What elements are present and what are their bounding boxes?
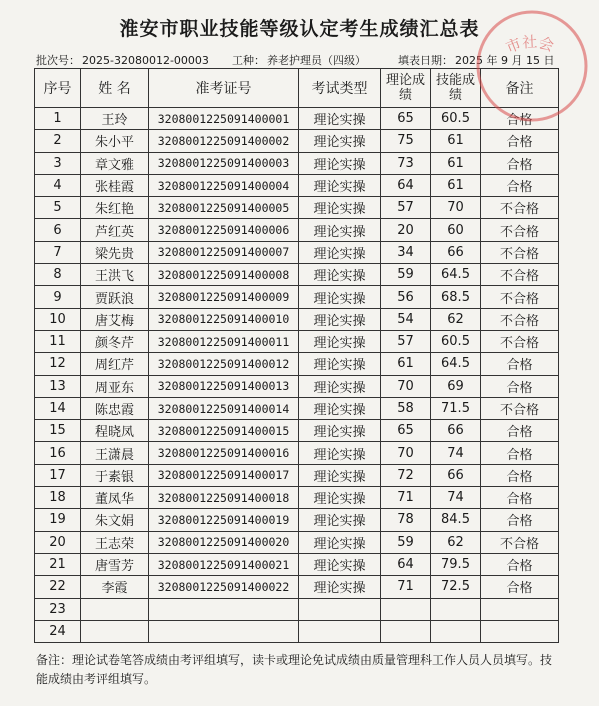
cell-ticket: 3208001225091400016 xyxy=(149,442,299,464)
cell-theory: 56 xyxy=(381,286,431,308)
table-row xyxy=(35,397,559,419)
cell-theory: 57 xyxy=(381,330,431,352)
cell-type xyxy=(299,598,381,620)
cell-theory: 73 xyxy=(381,152,431,174)
document-title: 淮安市职业技能等级认定考生成绩汇总表 xyxy=(119,18,480,40)
cell-name: 章文雅 xyxy=(81,152,149,174)
cell-name: 梁先贵 xyxy=(81,241,149,263)
cell-seq: 17 xyxy=(35,464,81,486)
cell-theory: 65 xyxy=(381,420,431,442)
cell-name xyxy=(81,598,149,620)
cell-ticket: 3208001225091400021 xyxy=(149,553,299,575)
cell-type: 理论实操 xyxy=(299,487,381,509)
cell-type: 理论实操 xyxy=(299,264,381,286)
table-row xyxy=(35,264,559,286)
cell-ticket: 3208001225091400010 xyxy=(149,308,299,330)
cell-ticket: 3208001225091400005 xyxy=(149,197,299,219)
header-theory: 理论成绩 xyxy=(381,69,431,108)
cell-seq: 18 xyxy=(35,487,81,509)
cell-skill: 62 xyxy=(431,308,481,330)
header-type: 考试类型 xyxy=(299,69,381,108)
cell-seq: 5 xyxy=(35,197,81,219)
cell-skill: 61 xyxy=(431,130,481,152)
cell-seq: 6 xyxy=(35,219,81,241)
table-row xyxy=(35,330,559,352)
cell-type: 理论实操 xyxy=(299,576,381,598)
table-row xyxy=(35,308,559,330)
cell-remark: 不合格 xyxy=(481,241,559,263)
cell-name xyxy=(81,620,149,642)
header-name: 姓 名 xyxy=(81,69,149,108)
cell-remark: 合格 xyxy=(481,375,559,397)
cell-ticket: 3208001225091400018 xyxy=(149,487,299,509)
cell-seq: 1 xyxy=(35,108,81,130)
cell-skill: 60.5 xyxy=(431,330,481,352)
cell-type: 理论实操 xyxy=(299,442,381,464)
header-skill: 技能成绩 xyxy=(431,69,481,108)
footer-note: 备注：理论试卷笔答成绩由考评组填写，读卡或理论免试成绩由质量管理科工作人员人员填写。技能成绩由考评组填写。 xyxy=(36,653,553,686)
cell-skill: 71.5 xyxy=(431,397,481,419)
cell-skill: 66 xyxy=(431,241,481,263)
cell-theory: 64 xyxy=(381,174,431,196)
cell-name: 董凤华 xyxy=(81,487,149,509)
cell-name: 王洪飞 xyxy=(81,264,149,286)
table-row xyxy=(35,509,559,531)
cell-name: 唐雪芳 xyxy=(81,553,149,575)
cell-skill: 64.5 xyxy=(431,264,481,286)
cell-ticket: 3208001225091400009 xyxy=(149,286,299,308)
cell-remark: 不合格 xyxy=(481,308,559,330)
cell-type: 理论实操 xyxy=(299,197,381,219)
cell-remark: 不合格 xyxy=(481,531,559,553)
cell-remark: 合格 xyxy=(481,553,559,575)
table-row xyxy=(35,553,559,575)
score-table xyxy=(34,68,559,643)
table-row xyxy=(35,197,559,219)
job-value: 养老护理员（四级） xyxy=(267,54,366,67)
table-row xyxy=(35,130,559,152)
cell-ticket: 3208001225091400006 xyxy=(149,219,299,241)
table-row xyxy=(35,286,559,308)
cell-seq: 12 xyxy=(35,353,81,375)
cell-type: 理论实操 xyxy=(299,286,381,308)
cell-remark: 不合格 xyxy=(481,219,559,241)
cell-theory: 20 xyxy=(381,219,431,241)
cell-ticket: 3208001225091400004 xyxy=(149,174,299,196)
cell-type: 理论实操 xyxy=(299,353,381,375)
cell-remark: 合格 xyxy=(481,464,559,486)
cell-type: 理论实操 xyxy=(299,130,381,152)
cell-name: 王潇晨 xyxy=(81,442,149,464)
cell-seq: 20 xyxy=(35,531,81,553)
cell-theory: 59 xyxy=(381,531,431,553)
cell-ticket: 3208001225091400014 xyxy=(149,397,299,419)
cell-remark: 合格 xyxy=(481,152,559,174)
header-seq: 序号 xyxy=(35,69,81,108)
cell-remark: 合格 xyxy=(481,130,559,152)
cell-skill: 61 xyxy=(431,174,481,196)
cell-type: 理论实操 xyxy=(299,152,381,174)
cell-ticket: 3208001225091400019 xyxy=(149,509,299,531)
cell-name: 王志荣 xyxy=(81,531,149,553)
cell-theory: 78 xyxy=(381,509,431,531)
cell-ticket: 3208001225091400013 xyxy=(149,375,299,397)
cell-remark: 不合格 xyxy=(481,397,559,419)
cell-theory: 59 xyxy=(381,264,431,286)
date-label: 填表日期： xyxy=(398,54,453,67)
cell-type: 理论实操 xyxy=(299,375,381,397)
cell-ticket: 3208001225091400002 xyxy=(149,130,299,152)
cell-type: 理论实操 xyxy=(299,531,381,553)
cell-type: 理论实操 xyxy=(299,397,381,419)
table-row xyxy=(35,531,559,553)
header-remark: 备注 xyxy=(481,69,559,108)
table-row xyxy=(35,241,559,263)
cell-ticket: 3208001225091400008 xyxy=(149,264,299,286)
cell-type: 理论实操 xyxy=(299,420,381,442)
cell-remark: 合格 xyxy=(481,509,559,531)
cell-name: 程晓凤 xyxy=(81,420,149,442)
cell-seq: 16 xyxy=(35,442,81,464)
cell-ticket: 3208001225091400007 xyxy=(149,241,299,263)
cell-ticket: 3208001225091400022 xyxy=(149,576,299,598)
batch-label: 批次号： xyxy=(36,54,80,67)
cell-skill: 84.5 xyxy=(431,509,481,531)
cell-ticket: 3208001225091400003 xyxy=(149,152,299,174)
cell-skill: 70 xyxy=(431,197,481,219)
cell-type: 理论实操 xyxy=(299,219,381,241)
cell-seq: 9 xyxy=(35,286,81,308)
cell-theory xyxy=(381,620,431,642)
cell-ticket: 3208001225091400017 xyxy=(149,464,299,486)
cell-seq: 23 xyxy=(35,598,81,620)
cell-theory: 54 xyxy=(381,308,431,330)
cell-seq: 8 xyxy=(35,264,81,286)
cell-type: 理论实操 xyxy=(299,241,381,263)
cell-seq: 2 xyxy=(35,130,81,152)
cell-ticket xyxy=(149,598,299,620)
job-label: 工种： xyxy=(232,54,265,67)
cell-skill: 60.5 xyxy=(431,108,481,130)
cell-ticket: 3208001225091400001 xyxy=(149,108,299,130)
cell-name: 周红芹 xyxy=(81,353,149,375)
cell-name: 颜冬芹 xyxy=(81,330,149,352)
cell-remark: 不合格 xyxy=(481,264,559,286)
batch-number xyxy=(36,52,209,68)
job-type xyxy=(232,52,366,68)
cell-name: 张桂霞 xyxy=(81,174,149,196)
cell-seq: 24 xyxy=(35,620,81,642)
header-ticket: 准考证号 xyxy=(149,69,299,108)
cell-type xyxy=(299,620,381,642)
table-row xyxy=(35,620,559,642)
cell-seq: 13 xyxy=(35,375,81,397)
cell-theory: 61 xyxy=(381,353,431,375)
cell-theory: 71 xyxy=(381,487,431,509)
cell-seq: 19 xyxy=(35,509,81,531)
cell-theory: 58 xyxy=(381,397,431,419)
cell-skill: 72.5 xyxy=(431,576,481,598)
cell-theory: 64 xyxy=(381,553,431,575)
table-row xyxy=(35,464,559,486)
cell-skill: 74 xyxy=(431,487,481,509)
cell-skill: 74 xyxy=(431,442,481,464)
cell-theory xyxy=(381,598,431,620)
cell-remark: 合格 xyxy=(481,576,559,598)
cell-remark xyxy=(481,620,559,642)
cell-name: 陈忠霞 xyxy=(81,397,149,419)
cell-type: 理论实操 xyxy=(299,174,381,196)
cell-type: 理论实操 xyxy=(299,464,381,486)
cell-skill: 61 xyxy=(431,152,481,174)
table-row xyxy=(35,219,559,241)
cell-remark: 不合格 xyxy=(481,286,559,308)
cell-skill: 66 xyxy=(431,464,481,486)
batch-value: 2025-32080012-00003 xyxy=(82,54,209,67)
cell-type: 理论实操 xyxy=(299,509,381,531)
table-row xyxy=(35,442,559,464)
cell-remark: 合格 xyxy=(481,108,559,130)
cell-type: 理论实操 xyxy=(299,553,381,575)
cell-seq: 7 xyxy=(35,241,81,263)
cell-remark: 合格 xyxy=(481,420,559,442)
cell-name: 周亚东 xyxy=(81,375,149,397)
table-header-row xyxy=(35,69,559,108)
cell-skill xyxy=(431,620,481,642)
cell-skill: 66 xyxy=(431,420,481,442)
cell-seq: 10 xyxy=(35,308,81,330)
cell-seq: 3 xyxy=(35,152,81,174)
table-row xyxy=(35,353,559,375)
cell-name: 芦红英 xyxy=(81,219,149,241)
table-row xyxy=(35,174,559,196)
table-row xyxy=(35,487,559,509)
cell-remark: 不合格 xyxy=(481,330,559,352)
cell-ticket: 3208001225091400011 xyxy=(149,330,299,352)
date-value: 2025 年 9 月 15 日 xyxy=(455,54,555,67)
cell-seq: 22 xyxy=(35,576,81,598)
cell-type: 理论实操 xyxy=(299,330,381,352)
table-row xyxy=(35,108,559,130)
cell-theory: 72 xyxy=(381,464,431,486)
cell-name: 李霞 xyxy=(81,576,149,598)
cell-ticket xyxy=(149,620,299,642)
cell-name: 王玲 xyxy=(81,108,149,130)
cell-skill: 68.5 xyxy=(431,286,481,308)
table-row xyxy=(35,420,559,442)
cell-name: 朱小平 xyxy=(81,130,149,152)
cell-seq: 21 xyxy=(35,553,81,575)
table-row xyxy=(35,152,559,174)
cell-skill: 69 xyxy=(431,375,481,397)
cell-skill: 62 xyxy=(431,531,481,553)
cell-seq: 14 xyxy=(35,397,81,419)
cell-remark: 不合格 xyxy=(481,197,559,219)
cell-name: 朱红艳 xyxy=(81,197,149,219)
cell-seq: 11 xyxy=(35,330,81,352)
cell-type: 理论实操 xyxy=(299,308,381,330)
cell-skill: 64.5 xyxy=(431,353,481,375)
cell-ticket: 3208001225091400020 xyxy=(149,531,299,553)
cell-skill xyxy=(431,598,481,620)
cell-seq: 4 xyxy=(35,174,81,196)
cell-remark xyxy=(481,598,559,620)
cell-ticket: 3208001225091400012 xyxy=(149,353,299,375)
seal-text: 市社会 xyxy=(503,32,557,57)
fill-date xyxy=(398,52,554,68)
cell-type: 理论实操 xyxy=(299,108,381,130)
cell-name: 于素银 xyxy=(81,464,149,486)
cell-theory: 57 xyxy=(381,197,431,219)
table-row xyxy=(35,375,559,397)
cell-theory: 70 xyxy=(381,442,431,464)
cell-skill: 79.5 xyxy=(431,553,481,575)
cell-name: 贾跃浪 xyxy=(81,286,149,308)
cell-name: 唐艾梅 xyxy=(81,308,149,330)
table-row xyxy=(35,576,559,598)
cell-theory: 71 xyxy=(381,576,431,598)
cell-skill: 60 xyxy=(431,219,481,241)
cell-name: 朱文娟 xyxy=(81,509,149,531)
table-row xyxy=(35,598,559,620)
cell-remark: 合格 xyxy=(481,353,559,375)
cell-theory: 75 xyxy=(381,130,431,152)
cell-remark: 合格 xyxy=(481,442,559,464)
cell-theory: 70 xyxy=(381,375,431,397)
cell-theory: 65 xyxy=(381,108,431,130)
cell-seq: 15 xyxy=(35,420,81,442)
cell-theory: 34 xyxy=(381,241,431,263)
cell-remark: 合格 xyxy=(481,487,559,509)
cell-ticket: 3208001225091400015 xyxy=(149,420,299,442)
cell-remark: 合格 xyxy=(481,174,559,196)
